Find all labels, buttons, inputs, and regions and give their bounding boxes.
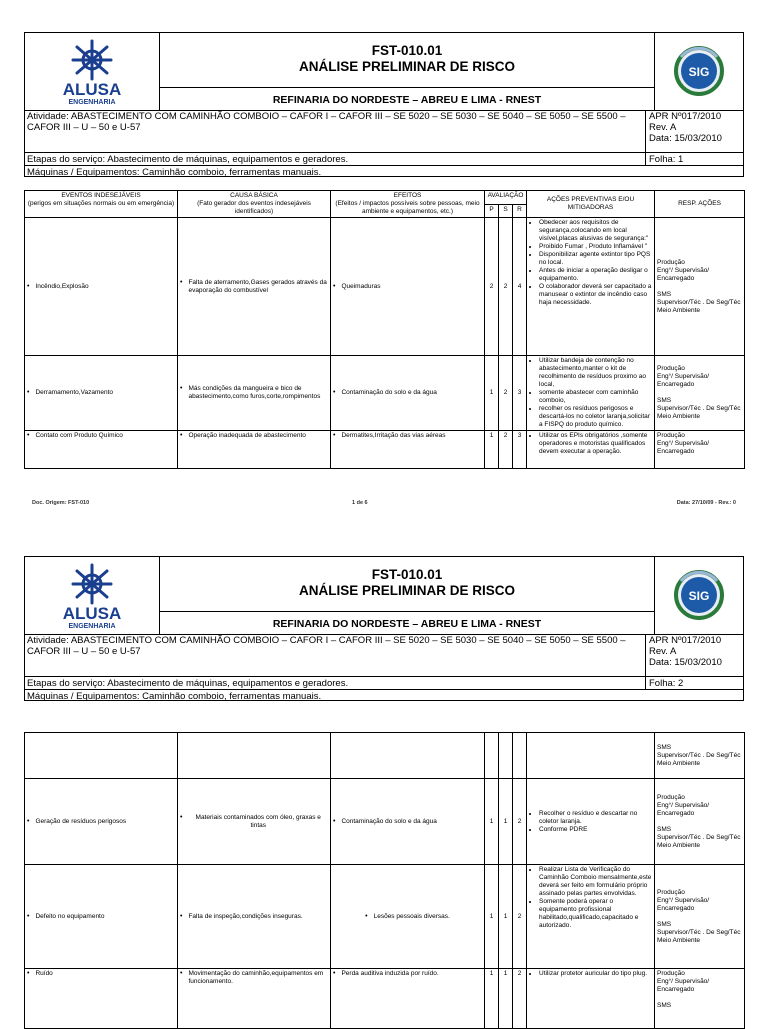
header-eventos: EVENTOS INDESEJÁVEIS (perigos em situações normais ou em emergência)	[25, 191, 178, 218]
cell-s: 1	[499, 779, 513, 865]
cell-causa: • Operação inadequada de abastecimento	[178, 431, 331, 469]
header-avaliacao: AVALIAÇÃO	[485, 191, 527, 205]
apr-date: Data: 15/03/2010	[649, 657, 722, 668]
header-causa: CAUSA BÁSICA (Fato gerador dos eventos indesejáveis identificados)	[178, 191, 331, 218]
risk-table	[24, 190, 745, 469]
page-2	[24, 556, 744, 1024]
cell-evento: • Defeito no equipamento	[25, 865, 178, 969]
folha: Folha: 2	[645, 677, 743, 690]
cell-acoes: • Realizar Lista de Verificação do Caminhão Comboio mensalmente,este deverá ser feito em formulário próprio assinado pelas partes envolvidas. • Somente poderá operar o equipamento profissional habilitado,qualificado,capacitado e autorizado.	[527, 865, 655, 969]
header-acoes: AÇÕES PREVENTIVAS E/OU MITIGADORAS	[527, 191, 655, 218]
cell-acoes: • Recolher o resíduo e descartar no coletor laranja. • Conforme PDRE	[527, 779, 655, 865]
cell-evento: • Incêndio,Explosão	[25, 218, 178, 356]
revision: Rev. A	[649, 122, 677, 133]
cell-s: 2	[499, 431, 513, 469]
logo-subtext: ENGENHARIA	[68, 99, 116, 106]
header-s: S	[499, 204, 513, 218]
cell-r: 2	[513, 865, 527, 969]
document-title	[159, 557, 655, 611]
cell-s: 2	[499, 356, 513, 431]
maquinas-text: Máquinas / Equipamentos: Caminhão comboio, ferramentas manuais.	[27, 691, 322, 702]
table-row-continued	[25, 733, 745, 779]
cell-p: 1	[485, 431, 499, 469]
cell-efeito: • Lesões pessoais diversas.	[331, 865, 485, 969]
activity-text: Atividade: ABASTECIMENTO COM CAMINHÃO COMBOIO – CAFOR I – CAFOR III – SE 5020 – SE 5030 – SE 5040 – SE 5050 – SE 5500 – CAFOR III – U – 50 e U-57	[27, 111, 626, 133]
header-p: P	[485, 204, 499, 218]
cell-resp: Produção Eng°/ Supervisão/ Encarregado SMS Supervisor/Téc . De Seg/Téc Meio Ambiente	[655, 865, 745, 969]
cell-evento: • Derramamento,Vazamento	[25, 356, 178, 431]
doc-code: FST-010.01	[371, 567, 443, 582]
cell-causa: • Falta de inspeção,condições inseguras.	[178, 865, 331, 969]
cell-causa: • Movimentação do caminhão,equipamentos em funcionamento.	[178, 969, 331, 1029]
cell-efeito: • Contaminação do solo e da água	[331, 779, 485, 865]
sig-logo	[654, 557, 743, 635]
header-resp: RESP. AÇÕES	[655, 191, 745, 218]
header-r: R	[513, 204, 527, 218]
sig-text: SIG	[688, 65, 710, 79]
cell-causa: • Falta de aterramento,Gases gerados através da evaporação do combustível	[178, 218, 331, 356]
cell-efeito: • Queimaduras	[331, 218, 485, 356]
maquinas-row	[25, 689, 743, 702]
cell-r: 2	[513, 779, 527, 865]
cell-resp: Produção Eng°/ Supervisão/ Encarregado SMS Supervisor/Téc . De Seg/Téc Meio Ambiente	[655, 356, 745, 431]
doc-subtitle: REFINARIA DO NORDESTE – ABREU E LIMA - RNEST	[159, 87, 655, 112]
doc-title: ANÁLISE PRELIMINAR DE RISCO	[298, 583, 515, 598]
cell-acoes: • Utilizar os EPIs obrigatórios ,somente operadores e motoristas qualificados devem executar a operação.	[527, 431, 655, 469]
footer-page: 1 de 6	[352, 500, 368, 506]
cell-r: 3	[513, 356, 527, 431]
activity-text: Atividade: ABASTECIMENTO COM CAMINHÃO COMBOIO – CAFOR I – CAFOR III – SE 5020 – SE 5030 – SE 5040 – SE 5050 – SE 5500 – CAFOR III – U – 50 e U-57	[27, 635, 626, 657]
activity-row	[25, 110, 743, 152]
cell-resp: Produção Eng°/ Supervisão/ Encarregado SMS	[655, 969, 745, 1029]
cell-resp: Produção Eng°/ Supervisão/ Encarregado	[655, 431, 745, 469]
folha: Folha: 1	[645, 153, 743, 166]
table-row	[25, 865, 745, 969]
cell-s: 1	[499, 865, 513, 969]
cell-p: 1	[485, 356, 499, 431]
page-header	[24, 32, 744, 111]
cell-p: 1	[485, 779, 499, 865]
table-row	[25, 356, 745, 431]
cell-p: 1	[485, 865, 499, 969]
cell-r: 4	[513, 218, 527, 356]
cell-efeito: • Contaminação do solo e da água	[331, 356, 485, 431]
document-title	[159, 33, 655, 87]
doc-subtitle: REFINARIA DO NORDESTE – ABREU E LIMA - RNEST	[159, 611, 655, 636]
apr-date: Data: 15/03/2010	[649, 133, 722, 144]
page-header	[24, 556, 744, 635]
etapas-row	[25, 676, 743, 690]
info-block	[24, 635, 744, 701]
doc-title: ANÁLISE PRELIMINAR DE RISCO	[298, 59, 515, 74]
sig-text: SIG	[688, 589, 710, 603]
header-efeitos: EFEITOS (Efeitos / impactos possíveis sobre pessoas, meio ambiente e equipamentos, etc.)	[331, 191, 485, 218]
etapas-text: Etapas do serviço: Abastecimento de máquinas, equipamentos e geradores.	[27, 154, 349, 165]
cell-s: 1	[499, 969, 513, 1029]
cell-evento: • Contato com Produto Químico	[25, 431, 178, 469]
cell-efeito: • Dermatites,Irritação das vias aéreas	[331, 431, 485, 469]
cell-p: 1	[485, 969, 499, 1029]
cell-resp: Produção Eng°/ Supervisão/ Encarregado SMS Supervisor/Téc . De Seg/Téc Meio Ambiente	[655, 218, 745, 356]
footer-date: Data: 27/10/09 - Rev.: 0	[676, 500, 736, 506]
cell-p: 2	[485, 218, 499, 356]
table-row	[25, 969, 745, 1029]
table-row	[25, 218, 745, 356]
cell-evento: • Geração de resíduos perigosos	[25, 779, 178, 865]
cell-acoes: • Utilizar bandeja de contenção no abastecimento,manter o kit de recolhimento de resíduos proximo ao local, • somente abastecer com caminhão comboio, • recolher os resíduos perigosos e descartá-los no coletor laranja,solicitar a FISPQ do produto químico.	[527, 356, 655, 431]
cell-r: 3	[513, 431, 527, 469]
cell-evento: • Ruído	[25, 969, 178, 1029]
table-row	[25, 431, 745, 469]
etapas-row	[25, 152, 743, 166]
alusa-logo	[25, 557, 160, 635]
apr-number: APR Nº017/2010	[649, 635, 722, 646]
risk-table	[24, 732, 745, 1029]
sig-logo	[654, 33, 743, 111]
maquinas-row	[25, 165, 743, 178]
page-1	[24, 32, 744, 512]
cell-causa: • Más condições da mangueira e bico de abastecimento,como furos,corte,rompimentos	[178, 356, 331, 431]
activity-row	[25, 634, 743, 676]
logo-text: ALUSA	[62, 604, 122, 623]
table-header-row	[25, 191, 745, 205]
cell-efeito: • Perda auditiva induzida por ruído.	[331, 969, 485, 1029]
cell-resp: SMS Supervisor/Téc . De Seg/Téc Meio Ambiente	[655, 733, 745, 779]
maquinas-text: Máquinas / Equipamentos: Caminhão comboio, ferramentas manuais.	[27, 167, 322, 178]
footer-origin: Doc. Origem: FST-010	[32, 500, 90, 506]
cell-acoes: • Obedecer aos requisitos de segurança,colocando em local visível,placas alusivas de segurança:" • Proibido Fumar , Produto Inflamável " • Disponibilizar agente extintor tipo PQS no local. • Antes de iniciar a operação desligar o equipamento. • O colaborador deverá ser capacitado a manusear o extintor de incêndio caso haja necessidade.	[527, 218, 655, 356]
cell-s: 2	[499, 218, 513, 356]
revision: Rev. A	[649, 646, 677, 657]
cell-resp: Produção Eng°/ Supervisão/ Encarregado SMS Supervisor/Téc . De Seg/Téc Meio Ambiente	[655, 779, 745, 865]
apr-number: APR Nº017/2010	[649, 111, 722, 122]
logo-subtext: ENGENHARIA	[68, 623, 116, 630]
table-row	[25, 779, 745, 865]
apr-info	[645, 110, 743, 152]
doc-code: FST-010.01	[371, 43, 443, 58]
apr-info	[645, 634, 743, 676]
cell-acoes: • Utilizar protetor auricular do tipo plug.	[527, 969, 655, 1029]
cell-r: 2	[513, 969, 527, 1029]
info-block	[24, 111, 744, 177]
etapas-text: Etapas do serviço: Abastecimento de máquinas, equipamentos e geradores.	[27, 678, 349, 689]
logo-text: ALUSA	[62, 80, 122, 99]
cell-causa: • Materiais contaminados com óleo, graxas e tintas	[178, 779, 331, 865]
alusa-logo	[25, 33, 160, 111]
